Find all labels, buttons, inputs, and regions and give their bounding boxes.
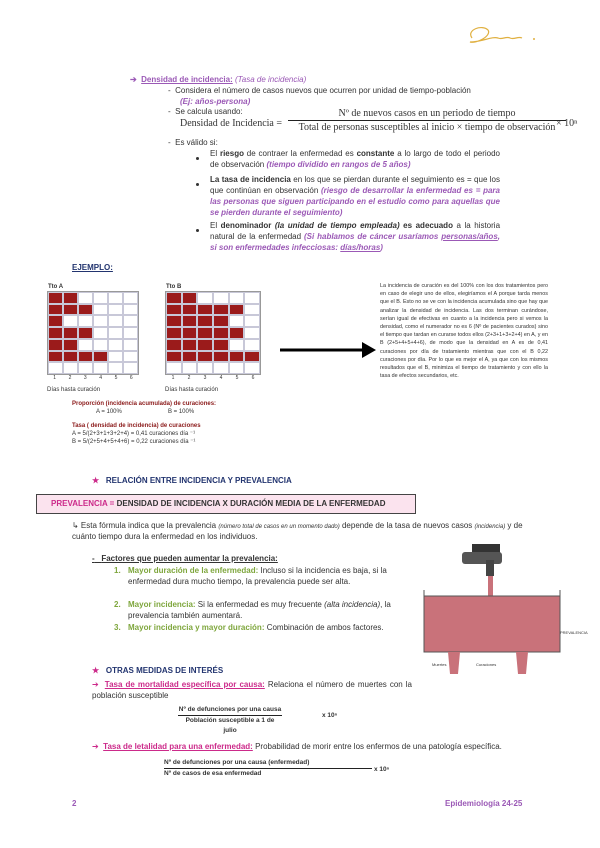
grid-cell	[244, 339, 260, 351]
grid-b-title: Tto B	[166, 284, 182, 290]
formula-label: Densidad de Incidencia =	[180, 118, 282, 129]
grid-cell	[213, 362, 229, 374]
grid-cell	[229, 292, 245, 304]
grid-cell	[93, 327, 108, 339]
formula-numerator: Nº de nuevos casos en un periodo de tiempo	[338, 108, 516, 119]
prevalence-formula-box: PREVALENCIA = DENSIDAD DE INCIDENCIA X DURACIÓN MEDIA DE LA ENFERMEDAD	[36, 494, 416, 514]
rate-a: A = 5/(2+3+1+3+2+4) = 0,41 curaciones día ⁻¹	[72, 431, 196, 437]
grid-cell	[213, 327, 229, 339]
proportion-a: A = 100%	[96, 409, 122, 415]
grid-cell	[123, 327, 138, 339]
relation-paragraph: ↳ Esta fórmula indica que la prevalencia (número total de casos en un momento dado) depende de la tasa de nuevos casos (incidencia) y de cuánto tiempo dura la enfermedad en los individuos.	[72, 521, 523, 541]
grid-cell	[108, 339, 123, 351]
grid-cell	[63, 304, 78, 316]
grid-cell	[229, 327, 245, 339]
page-number: 2	[72, 799, 77, 808]
grid-cell	[108, 304, 123, 316]
grid-cell	[244, 362, 260, 374]
incidence-heading: ➔ Densidad de incidencia: (Tasa de incidencia)	[130, 75, 307, 84]
grid-cell	[244, 304, 260, 316]
prevalence-tank-illustration	[422, 540, 572, 680]
formula-denominator: Total de personas susceptibles al inicio × tiempo de observación	[298, 122, 556, 133]
grid-b-caption: Días hasta curación	[165, 387, 219, 393]
grid-cell	[182, 292, 198, 304]
grid-cell	[123, 292, 138, 304]
grid-cell	[166, 339, 182, 351]
tank-left-label: Muertes	[432, 662, 447, 667]
incidence-formula-fraction	[288, 108, 566, 133]
grid-cell	[229, 351, 245, 363]
condition-2: La tasa de incidencia en los que se pierdan durante el seguimiento es = que los que continúan en observación (riesgo de desarrollar la enfermedad es = para las personas que siguen participando en el estudio como para aquellas que se pierden durante el seguimiento)	[210, 174, 500, 218]
condition-3: El denominador (la unidad de tiempo empleada) es adecuado a la historia natural de la enfermedad (Si hablamos de cáncer usaríamos personas/años, si son enfermedades infecciosas: días/horas)	[210, 220, 500, 253]
tank-right-label: Curaciones	[476, 662, 497, 667]
grid-cell	[93, 292, 108, 304]
grid-cell	[197, 292, 213, 304]
proportion-b: B = 100%	[168, 409, 195, 415]
grid-cell	[93, 362, 108, 374]
example-explanation: La incidencia de curación es del 100% con los dos tratamientos pero en caso de elegir uno de ellos, elegiríamos el A porque tarda menos que el B. Esto no se ve con la incidencia acumulada sino que hay que analizar la densidad de incidencia. Las dos terminan curándose, serían igual de efectivas en cuanto a la incidencia pero si vemos la densidad, como el numerador no es 6 (Nº de pacientes curados) sino el tiempo que tardan en curarse todos ellos (2+3+1+3+2+4) en A, y en B (2+5+4+5+4+6), de modo que la densidad en A es de 0,41 curaciones por día de tratamiento mientras que con el B 0,22 curaciones por día. Por lo que es mejor el A, ya que con los mismos resultados que el B, minimiza el tiempo de tratamiento y con ello la tasa de efectos secundarios, etc.	[380, 283, 548, 380]
grid-cell	[63, 362, 78, 374]
grid-cell	[108, 351, 123, 363]
grid-cell	[166, 292, 182, 304]
factor-2: 2. Mayor incidencia: Si la enfermedad es muy frecuente (alta incidencia), la prevalencia también aumentará.	[114, 600, 391, 620]
grid-cell	[63, 327, 78, 339]
grid-cell	[93, 351, 108, 363]
grid-cell	[197, 304, 213, 316]
grid-a-title: Tto A	[48, 284, 64, 290]
grid-cell	[213, 304, 229, 316]
grid-cell	[123, 362, 138, 374]
tank-label: PREVALENCIA	[560, 630, 588, 635]
grid-cell	[229, 315, 245, 327]
rate-b: B = 5/(2+5+4+5+4+6) = 0,22 curaciones día ⁻¹	[72, 439, 196, 445]
grid-cell	[108, 362, 123, 374]
grid-cell	[78, 304, 93, 316]
star-icon: ★	[92, 666, 100, 675]
incidence-point-1: - Considera el número de casos nuevos que ocurren por unidad de tiempo-población (Ej: años-persona)	[168, 86, 471, 106]
grid-cell	[244, 315, 260, 327]
grid-cell	[229, 362, 245, 374]
grid-cell	[108, 315, 123, 327]
grid-cell	[182, 327, 198, 339]
grid-cell	[93, 339, 108, 351]
author-signature	[462, 20, 542, 50]
grid-cell	[48, 292, 63, 304]
grid-cell	[78, 362, 93, 374]
grid-cell	[197, 339, 213, 351]
grid-cell	[182, 362, 198, 374]
grid-cell	[108, 327, 123, 339]
lethality-multiplier: x 10ⁿ	[374, 766, 390, 773]
arrow-right-icon	[280, 340, 376, 360]
grid-a	[47, 291, 139, 375]
grid-cell	[213, 315, 229, 327]
grid-cell	[63, 315, 78, 327]
grid-cell	[229, 304, 245, 316]
grid-cell	[93, 315, 108, 327]
grid-cell	[182, 339, 198, 351]
grid-cell	[48, 315, 63, 327]
grid-cell	[244, 351, 260, 363]
grid-cell	[197, 315, 213, 327]
grid-cell	[229, 339, 245, 351]
condition-1: El riesgo de contraer la enfermedad es constante a lo largo de todo el periodo de observación (tiempo dividido en rangos de 5 años)	[210, 148, 500, 170]
grid-cell	[213, 339, 229, 351]
grid-cell	[78, 339, 93, 351]
grid-cell	[78, 292, 93, 304]
grid-cell	[48, 327, 63, 339]
grid-cell	[48, 362, 63, 374]
proportion-title: Proporción (incidencia acumulada) de curaciones:	[72, 401, 217, 407]
grid-cell	[123, 304, 138, 316]
grid-cell	[78, 351, 93, 363]
grid-cell	[166, 327, 182, 339]
grid-b	[165, 291, 261, 375]
grid-cell	[78, 327, 93, 339]
grid-cell	[108, 292, 123, 304]
mortality-fraction: Nº de defunciones por una causa Población susceptible a 1 de julio	[178, 706, 282, 734]
grid-cell	[182, 351, 198, 363]
grid-cell	[78, 315, 93, 327]
incidence-point-2: - Se calcula usando:	[168, 107, 243, 116]
mortality-multiplier: x 10ⁿ	[322, 712, 338, 719]
grid-cell	[123, 351, 138, 363]
grid-cell	[63, 292, 78, 304]
grid-cell	[197, 351, 213, 363]
grid-cell	[166, 362, 182, 374]
grid-cell	[123, 315, 138, 327]
grid-cell	[63, 339, 78, 351]
measure-1: ➔ Tasa de mortalidad específica por causa: Relaciona el número de muertes con la población susceptible	[92, 680, 412, 700]
factor-3: 3. Mayor incidencia y mayor duración: Combinación de ambos factores.	[114, 623, 384, 632]
measure-2: ➔ Tasa de letalidad para una enfermedad: Probabilidad de morir entre los enfermos de una patología específica.	[92, 742, 502, 751]
grid-cell	[48, 304, 63, 316]
grid-cell	[63, 351, 78, 363]
other-title: ★ OTRAS MEDIDAS DE INTERÉS	[92, 666, 224, 675]
grid-cell	[213, 351, 229, 363]
factor-1: 1. Mayor duración de la enfermedad: Incluso si la incidencia es baja, si la enfermedad dura mucho tiempo, la prevalencia puede ser alta.	[114, 566, 387, 586]
grid-a-caption: Días hasta curación	[47, 387, 101, 393]
rate-title: Tasa ( densidad de incidencia) de curaciones	[72, 423, 201, 429]
formula-multiplier: × 10ⁿ	[556, 118, 578, 129]
grid-cell	[123, 339, 138, 351]
factors-title: - Factores que pueden aumentar la prevalencia:	[92, 554, 278, 563]
grid-cell	[213, 292, 229, 304]
grid-cell	[166, 315, 182, 327]
grid-cell	[166, 304, 182, 316]
grid-cell	[93, 304, 108, 316]
grid-cell	[244, 292, 260, 304]
grid-a-axis: 1 2 3 4 5 6	[53, 375, 133, 381]
star-icon: ★	[92, 476, 100, 485]
grid-cell	[48, 339, 63, 351]
lethality-fraction: Nº de defunciones por una causa (enfermedad) Nº de casos de esa enfermedad	[164, 758, 372, 779]
grid-cell	[48, 351, 63, 363]
grid-cell	[197, 327, 213, 339]
grid-cell	[182, 315, 198, 327]
grid-cell	[244, 327, 260, 339]
grid-b-axis: 1 2 3 4 5 6	[171, 375, 255, 381]
grid-cell	[197, 362, 213, 374]
example-label: EJEMPLO:	[72, 263, 113, 272]
course-name: Epidemiología 24-25	[445, 799, 523, 808]
grid-cell	[182, 304, 198, 316]
grid-cell	[166, 351, 182, 363]
relation-title: ★ RELACIÓN ENTRE INCIDENCIA Y PREVALENCIA	[92, 476, 292, 485]
valid-label: - Es válido si:	[168, 138, 218, 147]
